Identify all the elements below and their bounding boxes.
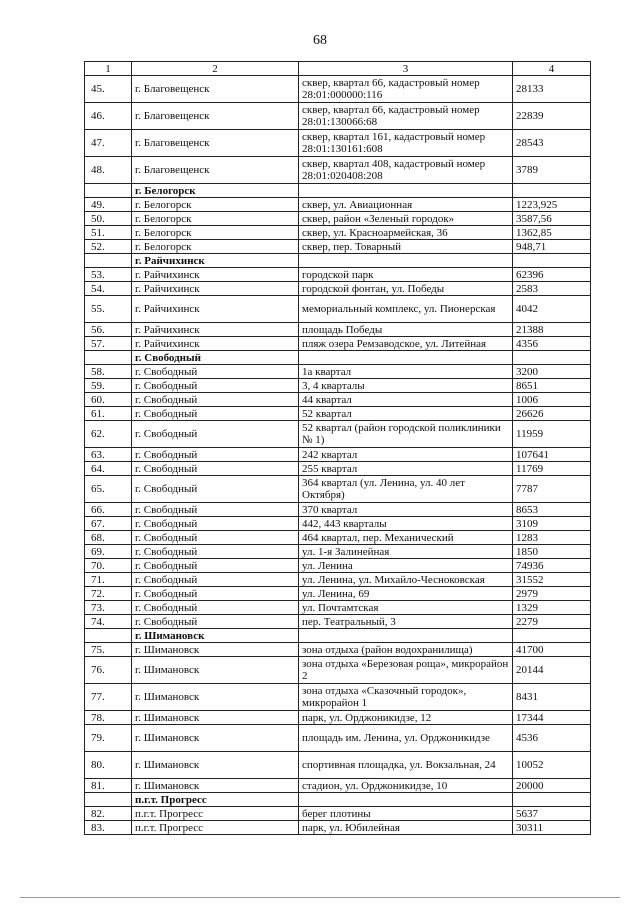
object-cell: ул. Ленина (299, 559, 513, 573)
area-cell: 10052 (513, 752, 591, 779)
locality-cell: г. Благовещенск (132, 76, 299, 103)
locality-cell: г. Райчихинск (132, 282, 299, 296)
section-empty-cell (299, 629, 513, 643)
row-number: 61. (85, 407, 132, 421)
row-number: 72. (85, 587, 132, 601)
locality-cell: г. Шимановск (132, 643, 299, 657)
section-title: п.г.т. Прогресс (132, 793, 299, 807)
locality-cell: г. Свободный (132, 448, 299, 462)
table-body (85, 62, 591, 835)
row-number: 69. (85, 545, 132, 559)
locality-cell: г. Шимановск (132, 657, 299, 684)
locality-cell: г. Свободный (132, 517, 299, 531)
locality-cell: г. Свободный (132, 573, 299, 587)
area-cell: 22839 (513, 103, 591, 130)
object-cell: берег плотины (299, 807, 513, 821)
section-header-row (85, 793, 591, 807)
locality-cell: г. Свободный (132, 545, 299, 559)
area-cell: 20000 (513, 779, 591, 793)
table-row (85, 559, 591, 573)
locality-cell: г. Свободный (132, 407, 299, 421)
object-cell: сквер, квартал 66, кадастровый номер 28:01:000000:116 (299, 76, 513, 103)
object-cell: 464 квартал, пер. Механический (299, 531, 513, 545)
area-cell: 62396 (513, 268, 591, 282)
row-number: 79. (85, 725, 132, 752)
table-header-row (85, 62, 591, 76)
locality-cell: г. Свободный (132, 559, 299, 573)
row-number: 54. (85, 282, 132, 296)
area-cell: 20144 (513, 657, 591, 684)
table-row (85, 821, 591, 835)
locality-cell: г. Свободный (132, 393, 299, 407)
object-cell: городской парк (299, 268, 513, 282)
object-cell: 255 квартал (299, 462, 513, 476)
table-row (85, 103, 591, 130)
section-header-row (85, 184, 591, 198)
column-header-area: 4 (513, 62, 591, 76)
row-number: 70. (85, 559, 132, 573)
section-header-row (85, 351, 591, 365)
locality-cell: г. Шимановск (132, 752, 299, 779)
locality-cell: г. Шимановск (132, 725, 299, 752)
locality-cell: г. Белогорск (132, 226, 299, 240)
row-number: 49. (85, 198, 132, 212)
object-cell: ул. Ленина, 69 (299, 587, 513, 601)
locality-cell: г. Райчихинск (132, 268, 299, 282)
row-number: 64. (85, 462, 132, 476)
area-cell: 26626 (513, 407, 591, 421)
section-number-cell (85, 184, 132, 198)
row-number: 57. (85, 337, 132, 351)
area-cell: 74936 (513, 559, 591, 573)
table-row (85, 226, 591, 240)
locality-cell: г. Свободный (132, 615, 299, 629)
row-number: 78. (85, 711, 132, 725)
object-cell: 44 квартал (299, 393, 513, 407)
table-row (85, 545, 591, 559)
area-cell: 3109 (513, 517, 591, 531)
area-cell: 3789 (513, 157, 591, 184)
area-cell: 2979 (513, 587, 591, 601)
row-number: 74. (85, 615, 132, 629)
section-title: г. Райчихинск (132, 254, 299, 268)
object-cell: сквер, квартал 161, кадастровый номер 28:01:130161:608 (299, 130, 513, 157)
table-row (85, 684, 591, 711)
section-header-row (85, 629, 591, 643)
locality-cell: г. Свободный (132, 421, 299, 448)
object-cell: 364 квартал (ул. Ленина, ул. 40 лет Октября) (299, 476, 513, 503)
object-cell: 1а квартал (299, 365, 513, 379)
object-cell: парк, ул. Юбилейная (299, 821, 513, 835)
table-row (85, 807, 591, 821)
row-number: 63. (85, 448, 132, 462)
area-cell: 107641 (513, 448, 591, 462)
locality-cell: г. Свободный (132, 379, 299, 393)
row-number: 59. (85, 379, 132, 393)
table-row (85, 76, 591, 103)
area-cell: 4356 (513, 337, 591, 351)
row-number: 80. (85, 752, 132, 779)
area-cell: 11959 (513, 421, 591, 448)
row-number: 58. (85, 365, 132, 379)
object-cell: парк, ул. Орджоникидзе, 12 (299, 711, 513, 725)
row-number: 83. (85, 821, 132, 835)
locality-cell: г. Райчихинск (132, 323, 299, 337)
document-table (84, 61, 591, 835)
locality-cell: г. Свободный (132, 462, 299, 476)
area-cell: 3200 (513, 365, 591, 379)
area-cell: 8431 (513, 684, 591, 711)
area-cell: 11769 (513, 462, 591, 476)
row-number: 76. (85, 657, 132, 684)
locality-cell: г. Благовещенск (132, 157, 299, 184)
section-empty-cell (299, 793, 513, 807)
table-row (85, 462, 591, 476)
section-number-cell (85, 254, 132, 268)
row-number: 71. (85, 573, 132, 587)
section-empty-cell (299, 254, 513, 268)
table-row (85, 240, 591, 254)
area-cell: 948,71 (513, 240, 591, 254)
column-header-number: 1 (85, 62, 132, 76)
table-row (85, 601, 591, 615)
object-cell: сквер, ул. Авиационная (299, 198, 513, 212)
locality-cell: п.г.т. Прогресс (132, 807, 299, 821)
object-cell: ул. Ленина, ул. Михайло-Чесноковская (299, 573, 513, 587)
object-cell: сквер, район «Зеленый городок» (299, 212, 513, 226)
area-cell: 1850 (513, 545, 591, 559)
section-empty-cell (299, 351, 513, 365)
object-cell: 370 квартал (299, 503, 513, 517)
locality-cell: г. Свободный (132, 503, 299, 517)
row-number: 82. (85, 807, 132, 821)
table-row (85, 282, 591, 296)
object-cell: 52 квартал (район городской поликлиники № 1) (299, 421, 513, 448)
table-row (85, 725, 591, 752)
table-row (85, 643, 591, 657)
object-cell: пляж озера Ремзаводское, ул. Литейная (299, 337, 513, 351)
section-title: г. Белогорск (132, 184, 299, 198)
table-row (85, 779, 591, 793)
table-row (85, 130, 591, 157)
table-row (85, 503, 591, 517)
table-row (85, 323, 591, 337)
section-title: г. Шимановск (132, 629, 299, 643)
area-cell: 3587,56 (513, 212, 591, 226)
row-number: 56. (85, 323, 132, 337)
row-number: 65. (85, 476, 132, 503)
section-title: г. Свободный (132, 351, 299, 365)
object-cell: ул. 1-я Залинейная (299, 545, 513, 559)
section-empty-cell (513, 629, 591, 643)
area-cell: 1329 (513, 601, 591, 615)
table-row (85, 198, 591, 212)
area-cell: 21388 (513, 323, 591, 337)
table-row (85, 296, 591, 323)
row-number: 73. (85, 601, 132, 615)
row-number: 81. (85, 779, 132, 793)
locality-cell: г. Шимановск (132, 711, 299, 725)
object-cell: сквер, квартал 408, кадастровый номер 28:01:020408:208 (299, 157, 513, 184)
row-number: 77. (85, 684, 132, 711)
scan-bottom-edge (20, 897, 620, 898)
table-row (85, 212, 591, 226)
locality-cell: г. Шимановск (132, 684, 299, 711)
table-row (85, 476, 591, 503)
table-row (85, 448, 591, 462)
section-empty-cell (513, 184, 591, 198)
area-cell: 1006 (513, 393, 591, 407)
area-cell: 8653 (513, 503, 591, 517)
object-cell: сквер, квартал 66, кадастровый номер 28:01:130066:68 (299, 103, 513, 130)
object-cell: ул. Почтамтская (299, 601, 513, 615)
object-cell: 242 квартал (299, 448, 513, 462)
area-cell: 7787 (513, 476, 591, 503)
row-number: 45. (85, 76, 132, 103)
area-cell: 2279 (513, 615, 591, 629)
object-cell: спортивная площадка, ул. Вокзальная, 24 (299, 752, 513, 779)
area-cell: 1223,925 (513, 198, 591, 212)
table-row (85, 393, 591, 407)
table-row (85, 407, 591, 421)
object-cell: зона отдыха (район водохранилища) (299, 643, 513, 657)
area-cell: 41700 (513, 643, 591, 657)
area-cell: 4042 (513, 296, 591, 323)
row-number: 52. (85, 240, 132, 254)
area-cell: 31552 (513, 573, 591, 587)
table-row (85, 531, 591, 545)
section-header-row (85, 254, 591, 268)
table-row (85, 337, 591, 351)
column-header-object: 3 (299, 62, 513, 76)
table-row (85, 657, 591, 684)
locality-cell: г. Шимановск (132, 779, 299, 793)
table-row (85, 615, 591, 629)
row-number: 67. (85, 517, 132, 531)
row-number: 68. (85, 531, 132, 545)
table-row (85, 268, 591, 282)
object-cell: городской фонтан, ул. Победы (299, 282, 513, 296)
row-number: 60. (85, 393, 132, 407)
row-number: 46. (85, 103, 132, 130)
locality-cell: г. Благовещенск (132, 130, 299, 157)
area-cell: 1283 (513, 531, 591, 545)
section-empty-cell (513, 254, 591, 268)
table-row (85, 517, 591, 531)
area-cell: 5637 (513, 807, 591, 821)
table-row (85, 365, 591, 379)
section-empty-cell (513, 793, 591, 807)
table-row (85, 421, 591, 448)
section-number-cell (85, 351, 132, 365)
table-row (85, 711, 591, 725)
area-cell: 28543 (513, 130, 591, 157)
row-number: 50. (85, 212, 132, 226)
area-cell: 8651 (513, 379, 591, 393)
row-number: 66. (85, 503, 132, 517)
area-cell: 30311 (513, 821, 591, 835)
section-number-cell (85, 793, 132, 807)
page-number: 68 (313, 33, 327, 48)
object-cell: стадион, ул. Орджоникидзе, 10 (299, 779, 513, 793)
row-number: 48. (85, 157, 132, 184)
section-number-cell (85, 629, 132, 643)
object-cell: 442, 443 кварталы (299, 517, 513, 531)
locality-cell: г. Свободный (132, 601, 299, 615)
locality-cell: г. Благовещенск (132, 103, 299, 130)
object-cell: пер. Театральный, 3 (299, 615, 513, 629)
locality-cell: г. Белогорск (132, 198, 299, 212)
locality-cell: г. Белогорск (132, 240, 299, 254)
locality-cell: г. Свободный (132, 531, 299, 545)
table-row (85, 587, 591, 601)
locality-cell: п.г.т. Прогресс (132, 821, 299, 835)
table-row (85, 752, 591, 779)
row-number: 62. (85, 421, 132, 448)
area-cell: 2583 (513, 282, 591, 296)
area-cell: 28133 (513, 76, 591, 103)
object-cell: сквер, ул. Красноармейская, 36 (299, 226, 513, 240)
column-header-locality: 2 (132, 62, 299, 76)
object-cell: 52 квартал (299, 407, 513, 421)
row-number: 53. (85, 268, 132, 282)
area-cell: 17344 (513, 711, 591, 725)
area-cell: 1362,85 (513, 226, 591, 240)
row-number: 47. (85, 130, 132, 157)
locality-cell: г. Райчихинск (132, 337, 299, 351)
locality-cell: г. Свободный (132, 587, 299, 601)
object-cell: 3, 4 кварталы (299, 379, 513, 393)
object-cell: зона отдыха «Сказочный городок», микрорайон 1 (299, 684, 513, 711)
object-cell: сквер, пер. Товарный (299, 240, 513, 254)
table-row (85, 157, 591, 184)
row-number: 55. (85, 296, 132, 323)
locality-cell: г. Белогорск (132, 212, 299, 226)
area-cell: 4536 (513, 725, 591, 752)
object-cell: мемориальный комплекс, ул. Пионерская (299, 296, 513, 323)
object-cell: зона отдыха «Березовая роща», микрорайон 2 (299, 657, 513, 684)
table-row (85, 379, 591, 393)
row-number: 75. (85, 643, 132, 657)
section-empty-cell (513, 351, 591, 365)
locality-cell: г. Свободный (132, 476, 299, 503)
table-row (85, 573, 591, 587)
object-cell: площадь Победы (299, 323, 513, 337)
locality-cell: г. Райчихинск (132, 296, 299, 323)
section-empty-cell (299, 184, 513, 198)
row-number: 51. (85, 226, 132, 240)
locality-cell: г. Свободный (132, 365, 299, 379)
object-cell: площадь им. Ленина, ул. Орджоникидзе (299, 725, 513, 752)
